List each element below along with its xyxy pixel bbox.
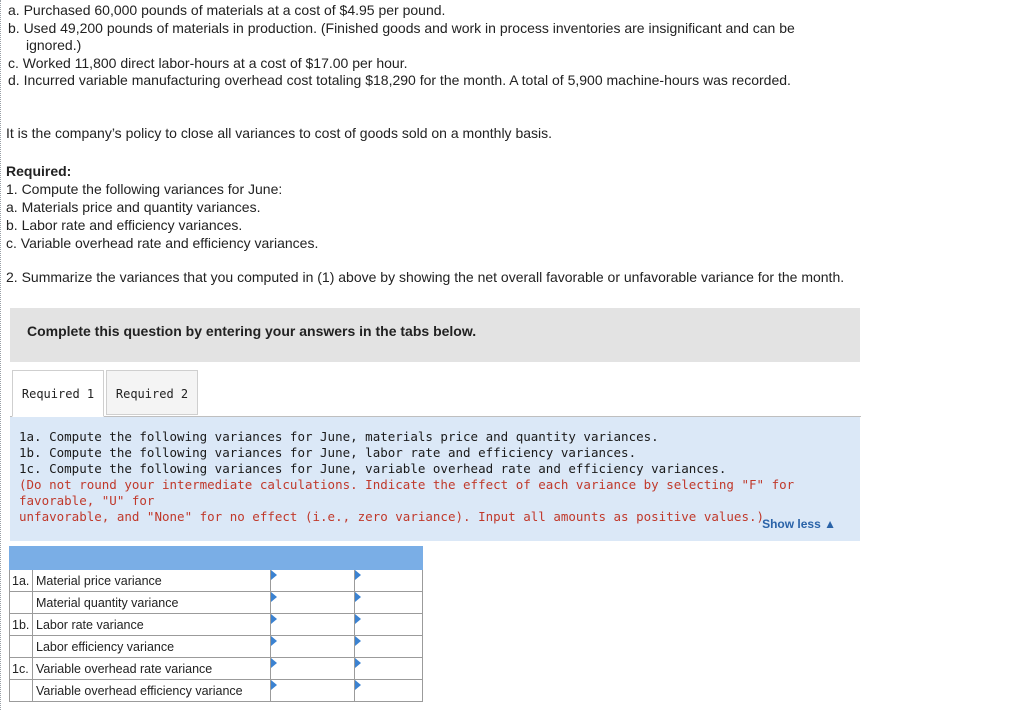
problem-line: d. Incurred variable manufacturing overhead cost totaling $18,290 for the month. A total of 5,900 machine-hours was recorded. bbox=[8, 72, 791, 88]
row-prefix bbox=[10, 680, 33, 702]
row-prefix bbox=[10, 636, 33, 658]
required-line: 1. Compute the following variances for June: bbox=[6, 181, 283, 197]
amount-input[interactable] bbox=[271, 636, 354, 657]
table-row bbox=[10, 680, 423, 702]
triangle-up-icon: ▲ bbox=[824, 517, 836, 531]
effect-select[interactable] bbox=[355, 680, 422, 701]
variance-table bbox=[9, 546, 423, 702]
effect-select[interactable] bbox=[355, 658, 422, 679]
required-heading: Required: bbox=[6, 163, 72, 179]
problem-line: a. Purchased 60,000 pounds of materials at a cost of $4.95 per pound. bbox=[8, 2, 446, 18]
policy-text: It is the company’s policy to close all variances to cost of goods sold on a monthly basis. bbox=[6, 125, 553, 141]
instruction-note: unfavorable, and "None" for no effect (i.e., zero variance). Input all amounts as positive values.) bbox=[19, 509, 765, 524]
instruction-note: (Do not round your intermediate calculations. Indicate the effect of each variance by selecting "F" for favorable, "U" for bbox=[19, 477, 795, 508]
row-prefix bbox=[10, 592, 33, 614]
effect-select[interactable] bbox=[355, 636, 422, 657]
tab-required-1[interactable]: Required 1 bbox=[12, 370, 104, 417]
row-prefix: 1b. bbox=[10, 614, 33, 636]
row-label: Variable overhead efficiency variance bbox=[33, 680, 271, 702]
tab-required-2[interactable]: Required 2 bbox=[106, 370, 198, 415]
table-row bbox=[10, 658, 423, 680]
instruction-line: 1c. Compute the following variances for June, variable overhead rate and efficiency variances. bbox=[19, 461, 727, 476]
row-label: Variable overhead rate variance bbox=[33, 658, 271, 680]
instructions-panel bbox=[10, 417, 860, 541]
row-prefix: 1c. bbox=[10, 658, 33, 680]
show-less-label: Show less bbox=[762, 517, 821, 531]
row-label: Material quantity variance bbox=[33, 592, 271, 614]
required-line: b. Labor rate and efficiency variances. bbox=[6, 217, 243, 233]
row-prefix: 1a. bbox=[10, 570, 33, 592]
required-line: a. Materials price and quantity variances. bbox=[6, 199, 261, 215]
amount-input[interactable] bbox=[271, 614, 354, 635]
problem-line: ignored.) bbox=[26, 37, 82, 53]
show-less-button[interactable] bbox=[762, 516, 836, 532]
instruction-line: 1a. Compute the following variances for June, materials price and quantity variances. bbox=[19, 429, 659, 444]
page-left-border bbox=[0, 0, 1, 710]
required-line: c. Variable overhead rate and efficiency variances. bbox=[6, 235, 319, 251]
problem-line: b. Used 49,200 pounds of materials in production. (Finished goods and work in process inventories are insignificant and can be bbox=[8, 19, 795, 36]
amount-input[interactable] bbox=[271, 570, 354, 591]
amount-input[interactable] bbox=[271, 658, 354, 679]
amount-input[interactable] bbox=[271, 680, 354, 701]
table-row bbox=[10, 592, 423, 614]
required-section bbox=[6, 162, 318, 252]
amount-input[interactable] bbox=[271, 592, 354, 613]
row-label: Material price variance bbox=[33, 570, 271, 592]
effect-select[interactable] bbox=[355, 570, 422, 591]
problem-line: c. Worked 11,800 direct labor-hours at a cost of $17.00 per hour. bbox=[8, 54, 408, 71]
row-label: Labor rate variance bbox=[33, 614, 271, 636]
effect-select[interactable] bbox=[355, 614, 422, 635]
table-row bbox=[10, 570, 423, 592]
tab-bar bbox=[10, 370, 861, 417]
row-label: Labor efficiency variance bbox=[33, 636, 271, 658]
instruction-line: 1b. Compute the following variances for June, labor rate and efficiency variances. bbox=[19, 445, 637, 460]
problem-statement bbox=[8, 2, 1008, 90]
table-row bbox=[10, 614, 423, 636]
instruction-banner: Complete this question by entering your answers in the tabs below. bbox=[10, 308, 860, 362]
table-header-row bbox=[10, 547, 423, 570]
effect-select[interactable] bbox=[355, 592, 422, 613]
required-part2: 2. Summarize the variances that you computed in (1) above by showing the net overall favorable or unfavorable variance for the month. bbox=[6, 269, 845, 285]
table-row bbox=[10, 636, 423, 658]
